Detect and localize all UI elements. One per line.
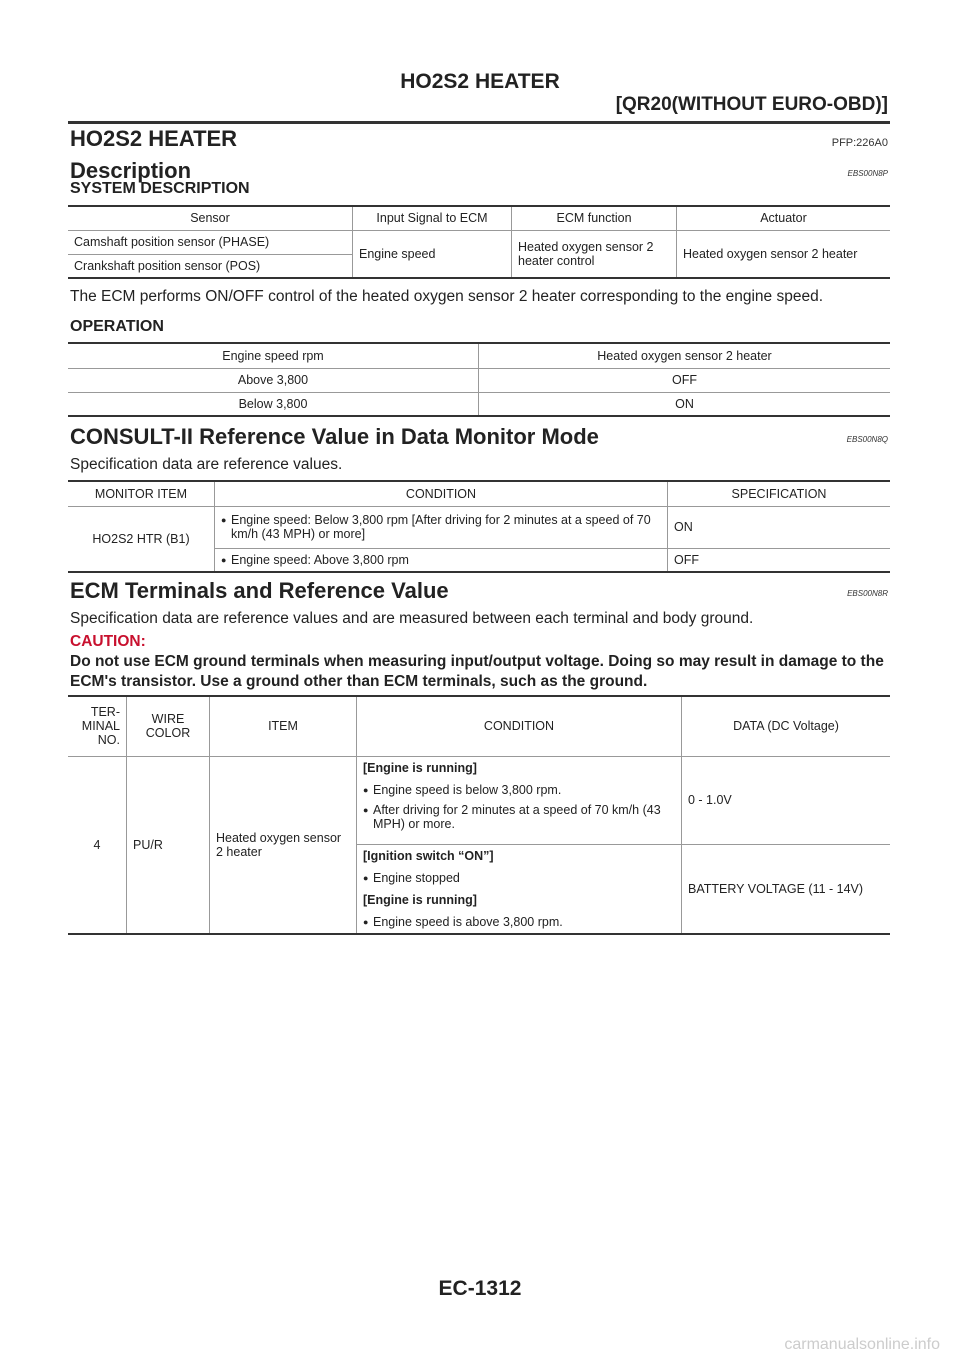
et-c2-bullet-1: ● Engine stopped	[363, 871, 675, 885]
cm-th-condition: CONDITION	[215, 481, 668, 506]
header-rule	[68, 121, 890, 124]
et-th-wire: WIRE COLOR	[127, 696, 210, 756]
op-state-2: ON	[479, 392, 891, 416]
sensor-cell-2: Crankshaft position sensor (POS)	[74, 258, 261, 273]
th-function: ECM function	[512, 206, 677, 230]
pfp-code: PFP:226A0	[831, 137, 888, 149]
description-code: EBS00N8P	[847, 169, 888, 178]
ecm-terminals-code: EBS00N8R	[847, 589, 888, 598]
op-speed-2: Below 3,800	[238, 396, 308, 411]
et-th-data: DATA (DC Voltage)	[682, 696, 891, 756]
operation-heading: OPERATION	[70, 318, 164, 335]
main-title: HO2S2 HEATER	[70, 126, 238, 151]
et-th-terminal: TER-MINAL NO.	[81, 705, 120, 748]
ecm-terminals-heading: ECM Terminals and Reference Value	[70, 578, 449, 603]
ecm-terminals-text: Specification data are reference values and are measured between each terminal and body ground.	[70, 610, 754, 627]
et-c2-title-2: [Engine is running]	[363, 892, 477, 907]
caution-label: CAUTION:	[70, 633, 146, 650]
et-c1-title: [Engine is running]	[363, 760, 477, 775]
page-number: EC-1312	[438, 1277, 522, 1300]
et-terminal: 4	[68, 756, 127, 934]
sensor-cell-1: Camshaft position sensor (PHASE)	[74, 235, 270, 249]
et-condition-1	[357, 756, 682, 844]
actuator-cell: Heated oxygen sensor 2 heater	[677, 230, 891, 278]
et-wire: PU/R	[127, 756, 210, 934]
cm-spec-1: ON	[668, 506, 891, 548]
et-data-2: BATTERY VOLTAGE (11 - 14V)	[682, 844, 891, 934]
cm-cond-1: ● Engine speed: Below 3,800 rpm [After driving for 2 minutes at a speed of 70 km/h (43 MPH) or more]	[215, 506, 668, 548]
consult-text: Specification data are reference values.	[70, 456, 343, 473]
cm-th-item: MONITOR ITEM	[94, 486, 188, 501]
table-row	[68, 368, 890, 392]
cm-spec-2: OFF	[668, 548, 891, 572]
cm-cond-2: ● Engine speed: Above 3,800 rpm	[215, 548, 668, 572]
operation-table	[68, 342, 890, 417]
input-cell: Engine speed	[353, 230, 512, 278]
ecm-terminal-table	[68, 695, 890, 935]
function-cell: Heated oxygen sensor 2 heater control	[512, 230, 677, 278]
description-heading: Description	[70, 158, 192, 183]
ecm-control-text: The ECM performs ON/OFF control of the heated oxygen sensor 2 heater corresponding to the engine speed.	[70, 288, 824, 305]
th-input: Input Signal to ECM	[353, 206, 512, 230]
op-state-1: OFF	[479, 368, 891, 392]
cm-item: HO2S2 HTR (B1)	[68, 506, 215, 572]
op-speed-1: Above 3,800	[237, 373, 309, 387]
op-th-speed: Engine speed rpm	[222, 348, 324, 363]
et-item: Heated oxygen sensor 2 heater	[210, 756, 357, 934]
table-row	[68, 392, 890, 416]
et-c1-bullet-2: ● After driving for 2 minutes at a speed of 70 km/h (43 MPH) or more.	[363, 803, 675, 831]
system-description-table	[68, 205, 890, 279]
op-th-heater: Heated oxygen sensor 2 heater	[479, 343, 891, 368]
consult-heading: CONSULT-II Reference Value in Data Monitor Mode	[70, 424, 599, 449]
consult-table	[68, 480, 890, 573]
cm-th-spec: SPECIFICATION	[668, 481, 891, 506]
et-th-item: ITEM	[210, 696, 357, 756]
et-c1-bullet-1: ● Engine speed is below 3,800 rpm.	[363, 783, 675, 797]
header-subtitle: [QR20(WITHOUT EURO-OBD)]	[615, 94, 888, 115]
system-description-heading: SYSTEM DESCRIPTION	[70, 180, 250, 197]
watermark: carmanualsonline.info	[784, 1336, 940, 1353]
consult-code: EBS00N8Q	[846, 435, 888, 444]
caution-text: Do not use ECM ground terminals when measuring input/output voltage. Doing so may result in damage to the ECM's transistor. Use a ground other than ECM terminals, such as the ground.	[70, 653, 884, 690]
et-c2-title-1: [Ignition switch “ON”]	[363, 848, 494, 863]
et-th-condition: CONDITION	[357, 696, 682, 756]
et-data-1: 0 - 1.0V	[682, 756, 891, 844]
et-c2-bullet-2: ● Engine speed is above 3,800 rpm.	[363, 915, 675, 929]
et-condition-2	[357, 844, 682, 934]
th-actuator: Actuator	[677, 206, 891, 230]
header-title: HO2S2 HEATER	[400, 70, 560, 93]
th-sensor: Sensor	[190, 211, 230, 226]
